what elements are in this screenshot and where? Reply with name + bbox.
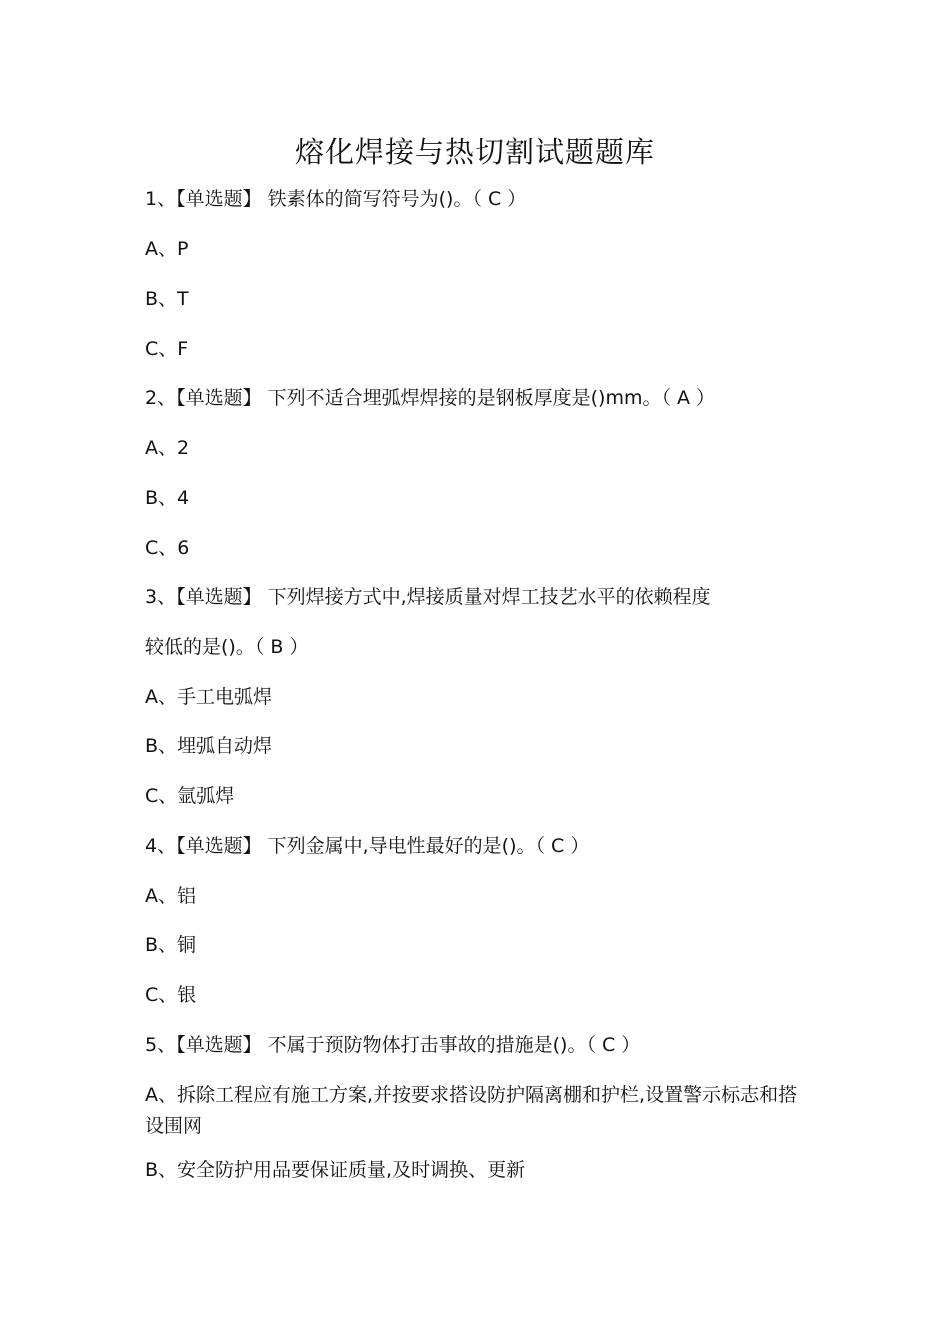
question-5-option-a: A、拆除工程应有施工方案,并按要求搭设防护隔离棚和护栏,设置警示标志和搭设围网 [145,1084,798,1137]
question-2-option-c: C、6 [145,537,190,559]
question-3-stem: 3、【单选题】 下列焊接方式中,焊接质量对焊工技艺水平的依赖程度 [145,586,711,608]
question-4-option-a: A、铝 [145,885,196,907]
question-3-option-a: A、手工电弧焊 [145,686,272,708]
question-1-option-b: B、T [145,288,189,310]
question-1-option-a: A、P [145,238,189,260]
question-3-stem-continued: 较低的是()。（ B ） [145,636,309,658]
question-1-option-c: C、F [145,338,189,360]
question-2-option-a: A、2 [145,437,190,459]
question-3-option-b: B、埋弧自动焊 [145,735,273,757]
question-5-option-b: B、安全防护用品要保证质量,及时调换、更新 [145,1159,526,1181]
question-2-stem: 2、【单选题】 下列不适合埋弧焊焊接的是钢板厚度是()mm。（ A ） [145,387,716,409]
question-4-option-c: C、银 [145,984,197,1006]
question-3-option-c: C、氩弧焊 [145,785,235,807]
question-5-stem: 5、【单选题】 不属于预防物体打击事故的措施是()。（ C ） [145,1034,641,1056]
question-2-option-b: B、4 [145,487,190,509]
question-1-stem: 1、【单选题】 铁素体的简写符号为()。（ C ） [145,188,527,210]
question-4-stem: 4、【单选题】 下列金属中,导电性最好的是()。（ C ） [145,835,590,857]
document-title: 熔化焊接与热切割试题题库 [294,135,655,169]
question-4-option-b: B、铜 [145,934,197,956]
